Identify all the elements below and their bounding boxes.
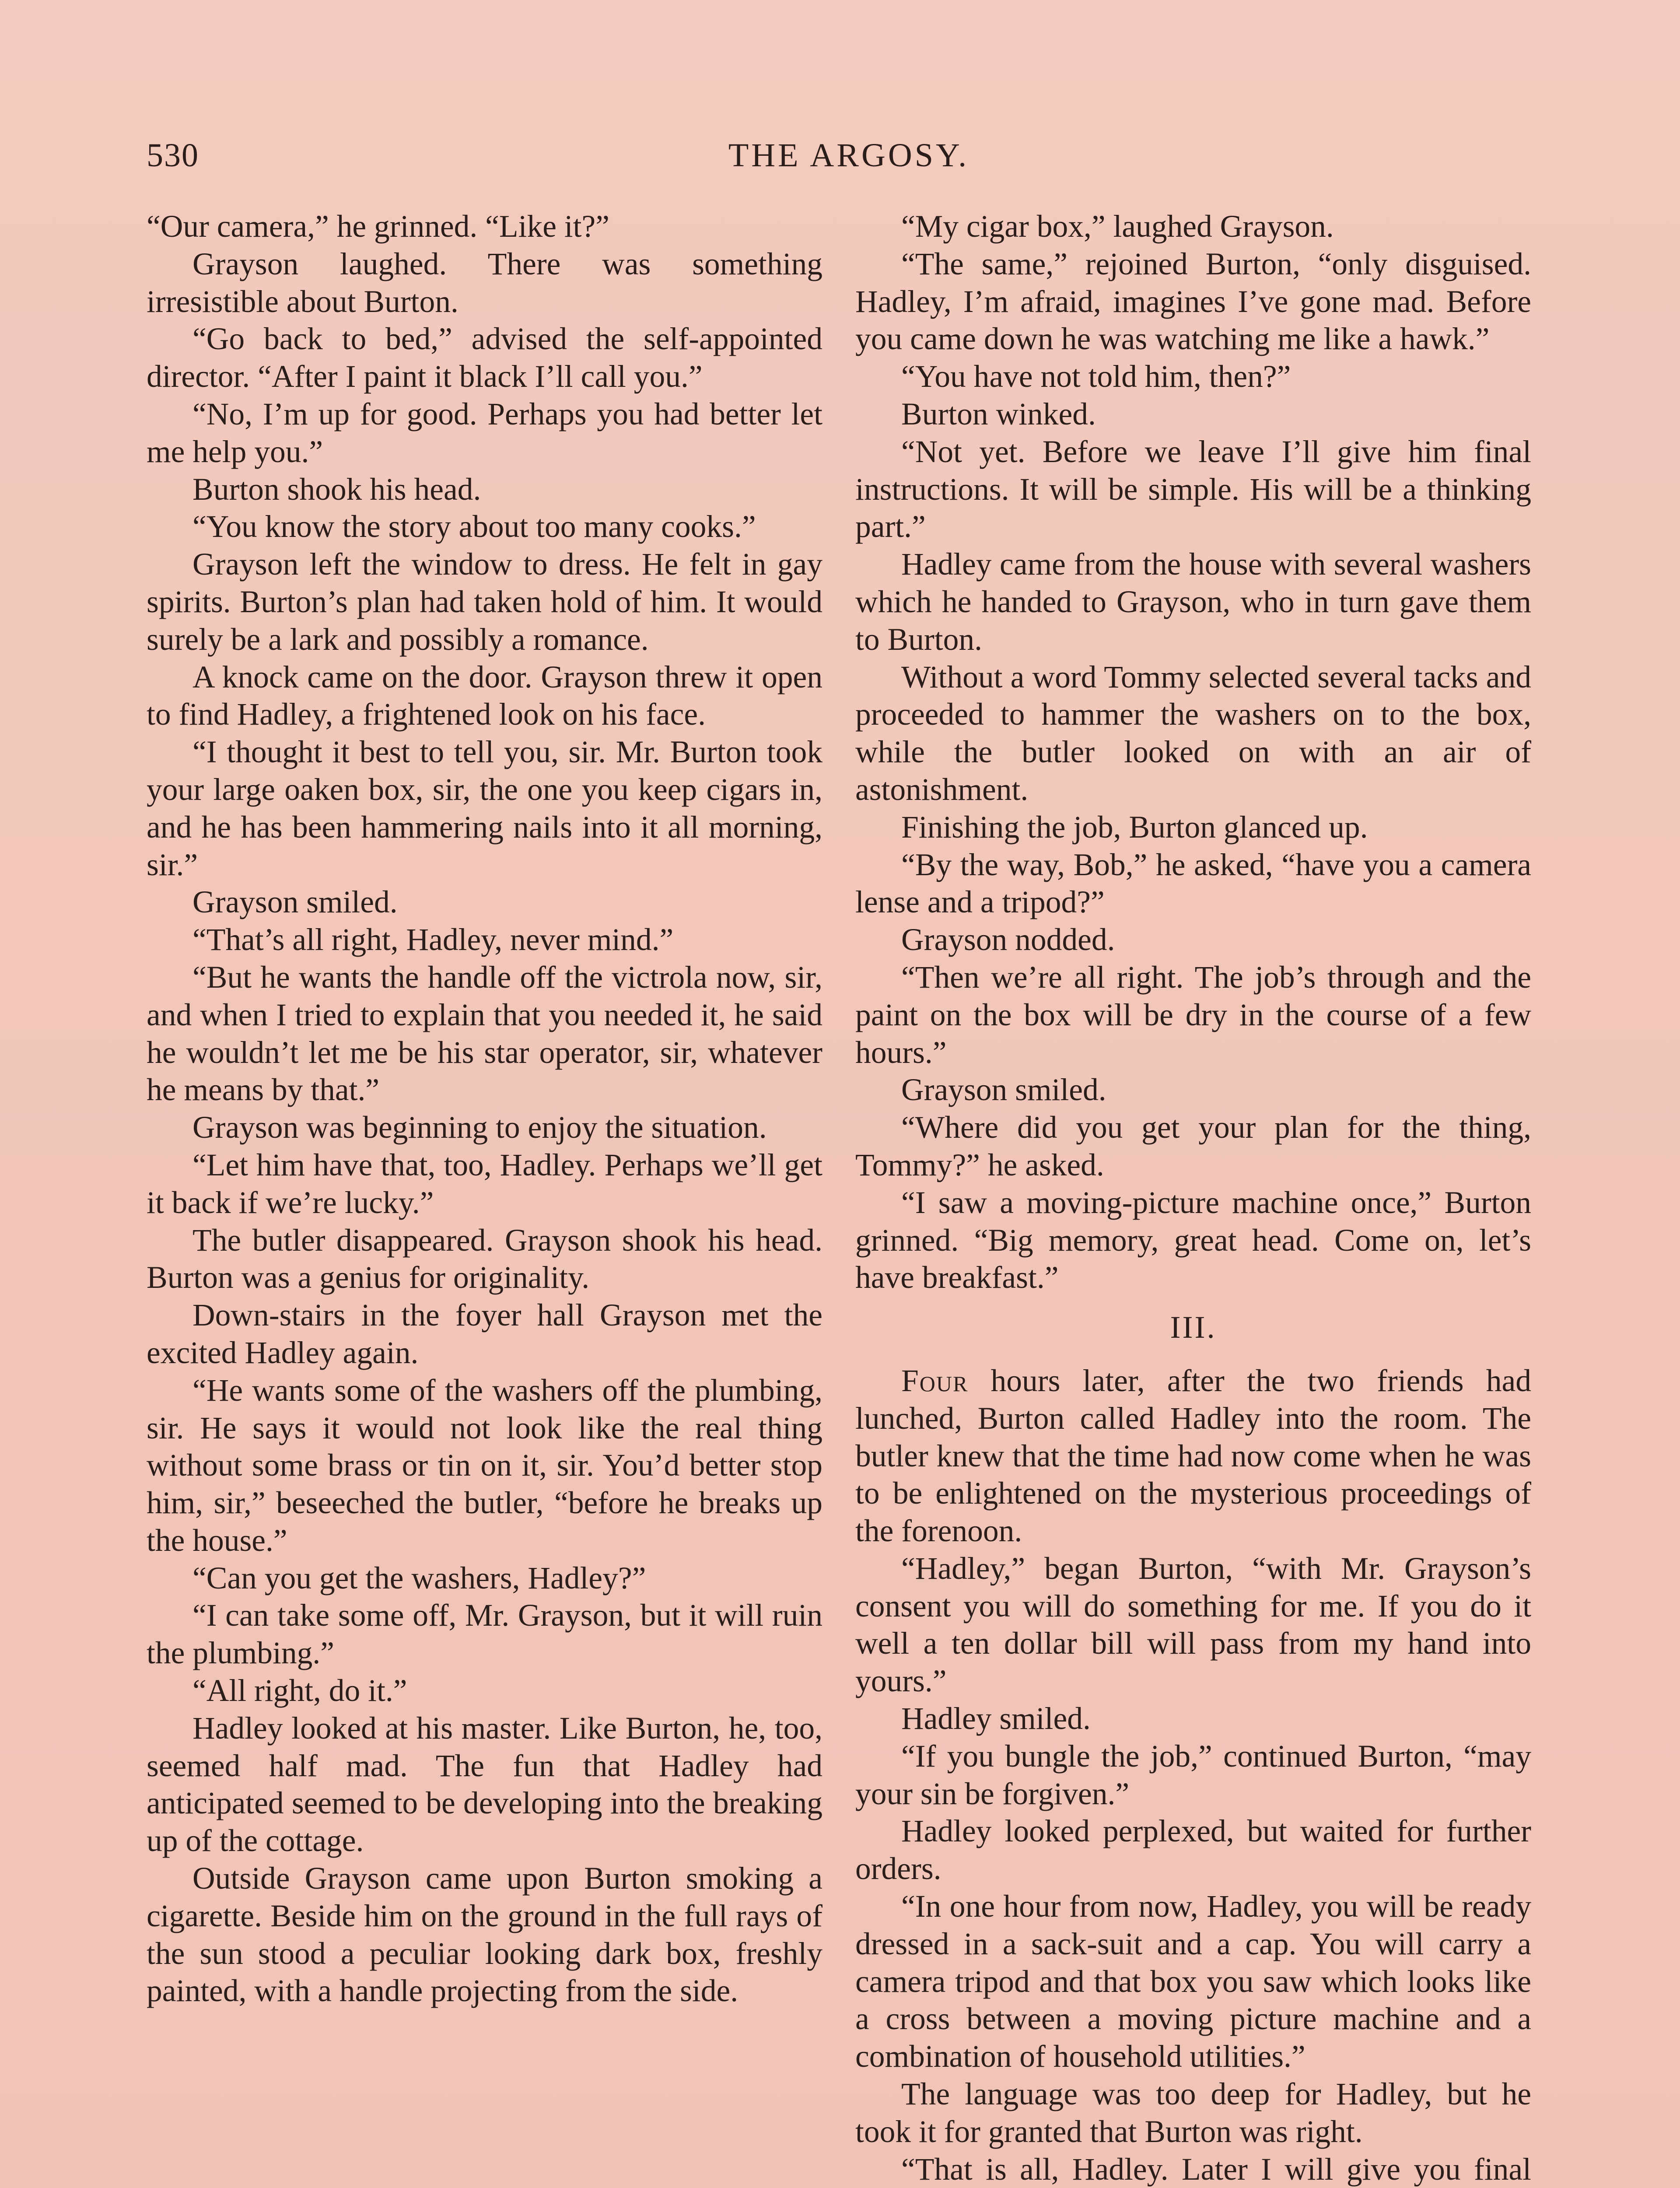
section-heading: III. xyxy=(1170,1310,1217,1345)
paragraph: Grayson was beginning to enjoy the situation. xyxy=(192,1110,767,1145)
paragraph: Grayson smiled. xyxy=(192,885,398,920)
paragraph: Burton shook his head. xyxy=(192,472,481,507)
paragraph: Grayson smiled. xyxy=(901,1073,1106,1108)
paragraph: “My cigar box,” laughed Grayson. xyxy=(901,209,1334,244)
paragraph: “He wants some of the washers off the plumbing, sir. He says it would not look like the real thing without some brass or tin on it, sir. You’d better stop him, sir,” beseeched the butler, “before he breaks up the house.” xyxy=(147,1373,822,1558)
paragraph: “I saw a moving-picture machine once,” Burton grinned. “Big memory, great head. Come on, let’s have breakfast.” xyxy=(855,1185,1531,1295)
paragraph: Without a word Tommy selected several tacks and proceeded to hammer the washers on to the box, while the butler looked on with an air of astonishment. xyxy=(855,659,1531,807)
paragraph: “That is all, Hadley. Later I will give you final xyxy=(901,2152,1531,2187)
paragraph: The language was too deep for Hadley, but he took it for granted that Burton was right. xyxy=(855,2077,1531,2149)
page-number: 530 xyxy=(147,137,199,174)
running-title: THE ARGOSY. xyxy=(728,137,970,174)
paragraph: Grayson laughed. There was something irresistible about Burton. xyxy=(147,246,822,319)
paragraph: “But he wants the handle off the victrola now, sir, and when I tried to explain that you needed it, he said he wouldn’t let me be his star operator, sir, whatever he means by that.” xyxy=(147,960,822,1108)
page-header xyxy=(147,133,1533,177)
lead-word: Four xyxy=(901,1363,969,1398)
paragraph: “All right, do it.” xyxy=(192,1673,407,1708)
paragraph: The butler disappeared. Grayson shook his head. Burton was a genius for originality. xyxy=(147,1223,822,1295)
paragraph: Outside Grayson came upon Burton smoking a cigarette. Beside him on the ground in the full rays of the sun stood a peculiar looking dark box, freshly painted, with a handle projecting from the side. xyxy=(147,1861,822,2009)
paragraph: Down-stairs in the foyer hall Grayson met the excited Hadley again. xyxy=(147,1298,822,1370)
paragraph: “That’s all right, Hadley, never mind.” xyxy=(192,922,674,957)
paragraph: Burton winked. xyxy=(901,396,1096,431)
paragraph: Finishing the job, Burton glanced up. xyxy=(901,810,1368,845)
section-opening-paragraph xyxy=(855,1362,1531,1550)
paragraph: “By the way, Bob,” he asked, “have you a camera lense and a tripod?” xyxy=(855,847,1531,920)
paragraph: “Go back to bed,” advised the self-appointed director. “After I paint it black I’ll call you.” xyxy=(147,322,822,394)
paragraph: “If you bungle the job,” continued Burton, “may your sin be forgiven.” xyxy=(855,1739,1531,1811)
paragraph: A knock came on the door. Grayson threw it open to find Hadley, a frightened look on his face. xyxy=(147,659,822,732)
left-column xyxy=(147,208,822,2010)
paragraph: Grayson left the window to dress. He felt in gay spirits. Burton’s plan had taken hold of him. It would surely be a lark and possibly a romance. xyxy=(147,547,822,657)
paragraph: “Let him have that, too, Hadley. Perhaps we’ll get it back if we’re lucky.” xyxy=(147,1147,822,1220)
lead-rest: hours later, after the two friends had lunched, Burton called Hadley into the room. The butler knew that the time had now come when he was to be enlightened on the mysterious proceedings of the forenoon. xyxy=(855,1363,1531,1549)
paragraph: Hadley looked at his master. Like Burton, he, too, seemed half mad. The fun that Hadley had anticipated seemed to be developing into the breaking up of the cottage. xyxy=(147,1711,822,1858)
paragraph: “The same,” rejoined Burton, “only disguised. Hadley, I’m afraid, imagines I’ve gone mad. Before you came down he was watching me like a hawk.” xyxy=(855,246,1531,357)
paragraph: “Then we’re all right. The job’s through and the paint on the box will be dry in the course of a few hours.” xyxy=(855,960,1531,1070)
paragraph: Grayson nodded. xyxy=(901,922,1115,957)
paragraph: “I can take some off, Mr. Grayson, but it will ruin the plumbing.” xyxy=(147,1598,822,1671)
paragraph: “Can you get the washers, Hadley?” xyxy=(192,1560,646,1595)
paragraph: “In one hour from now, Hadley, you will be ready dressed in a sack-suit and a cap. You will carry a camera tripod and that box you saw which looks like a cross between a moving picture machine and a combination of household utilities.” xyxy=(855,1889,1531,2074)
paragraph: “Our camera,” he grinned. “Like it?” xyxy=(147,209,610,244)
paragraph: Hadley looked perplexed, but waited for further orders. xyxy=(855,1814,1531,1886)
right-column xyxy=(855,208,1531,2188)
paragraph: “Where did you get your plan for the thing, Tommy?” he asked. xyxy=(855,1110,1531,1182)
paragraph: “Not yet. Before we leave I’ll give him final instructions. It will be simple. His will be a thinking part.” xyxy=(855,434,1531,544)
paragraph: “No, I’m up for good. Perhaps you had better let me help you.” xyxy=(147,396,822,469)
paragraph: Hadley smiled. xyxy=(901,1701,1091,1736)
paragraph: “I thought it best to tell you, sir. Mr. Burton took your large oaken box, sir, the one you keep cigars in, and he has been hammering nails into it all morning, sir.” xyxy=(147,735,822,882)
paragraph: “You know the story about too many cooks.” xyxy=(192,509,756,544)
paragraph: “You have not told him, then?” xyxy=(901,359,1291,394)
paragraph: Hadley came from the house with several washers which he handed to Grayson, who in turn gave them to Burton. xyxy=(855,547,1531,657)
paragraph: “Hadley,” began Burton, “with Mr. Grayson’s consent you will do something for me. If you do it well a ten dollar bill will pass from my hand into yours.” xyxy=(855,1551,1531,1699)
